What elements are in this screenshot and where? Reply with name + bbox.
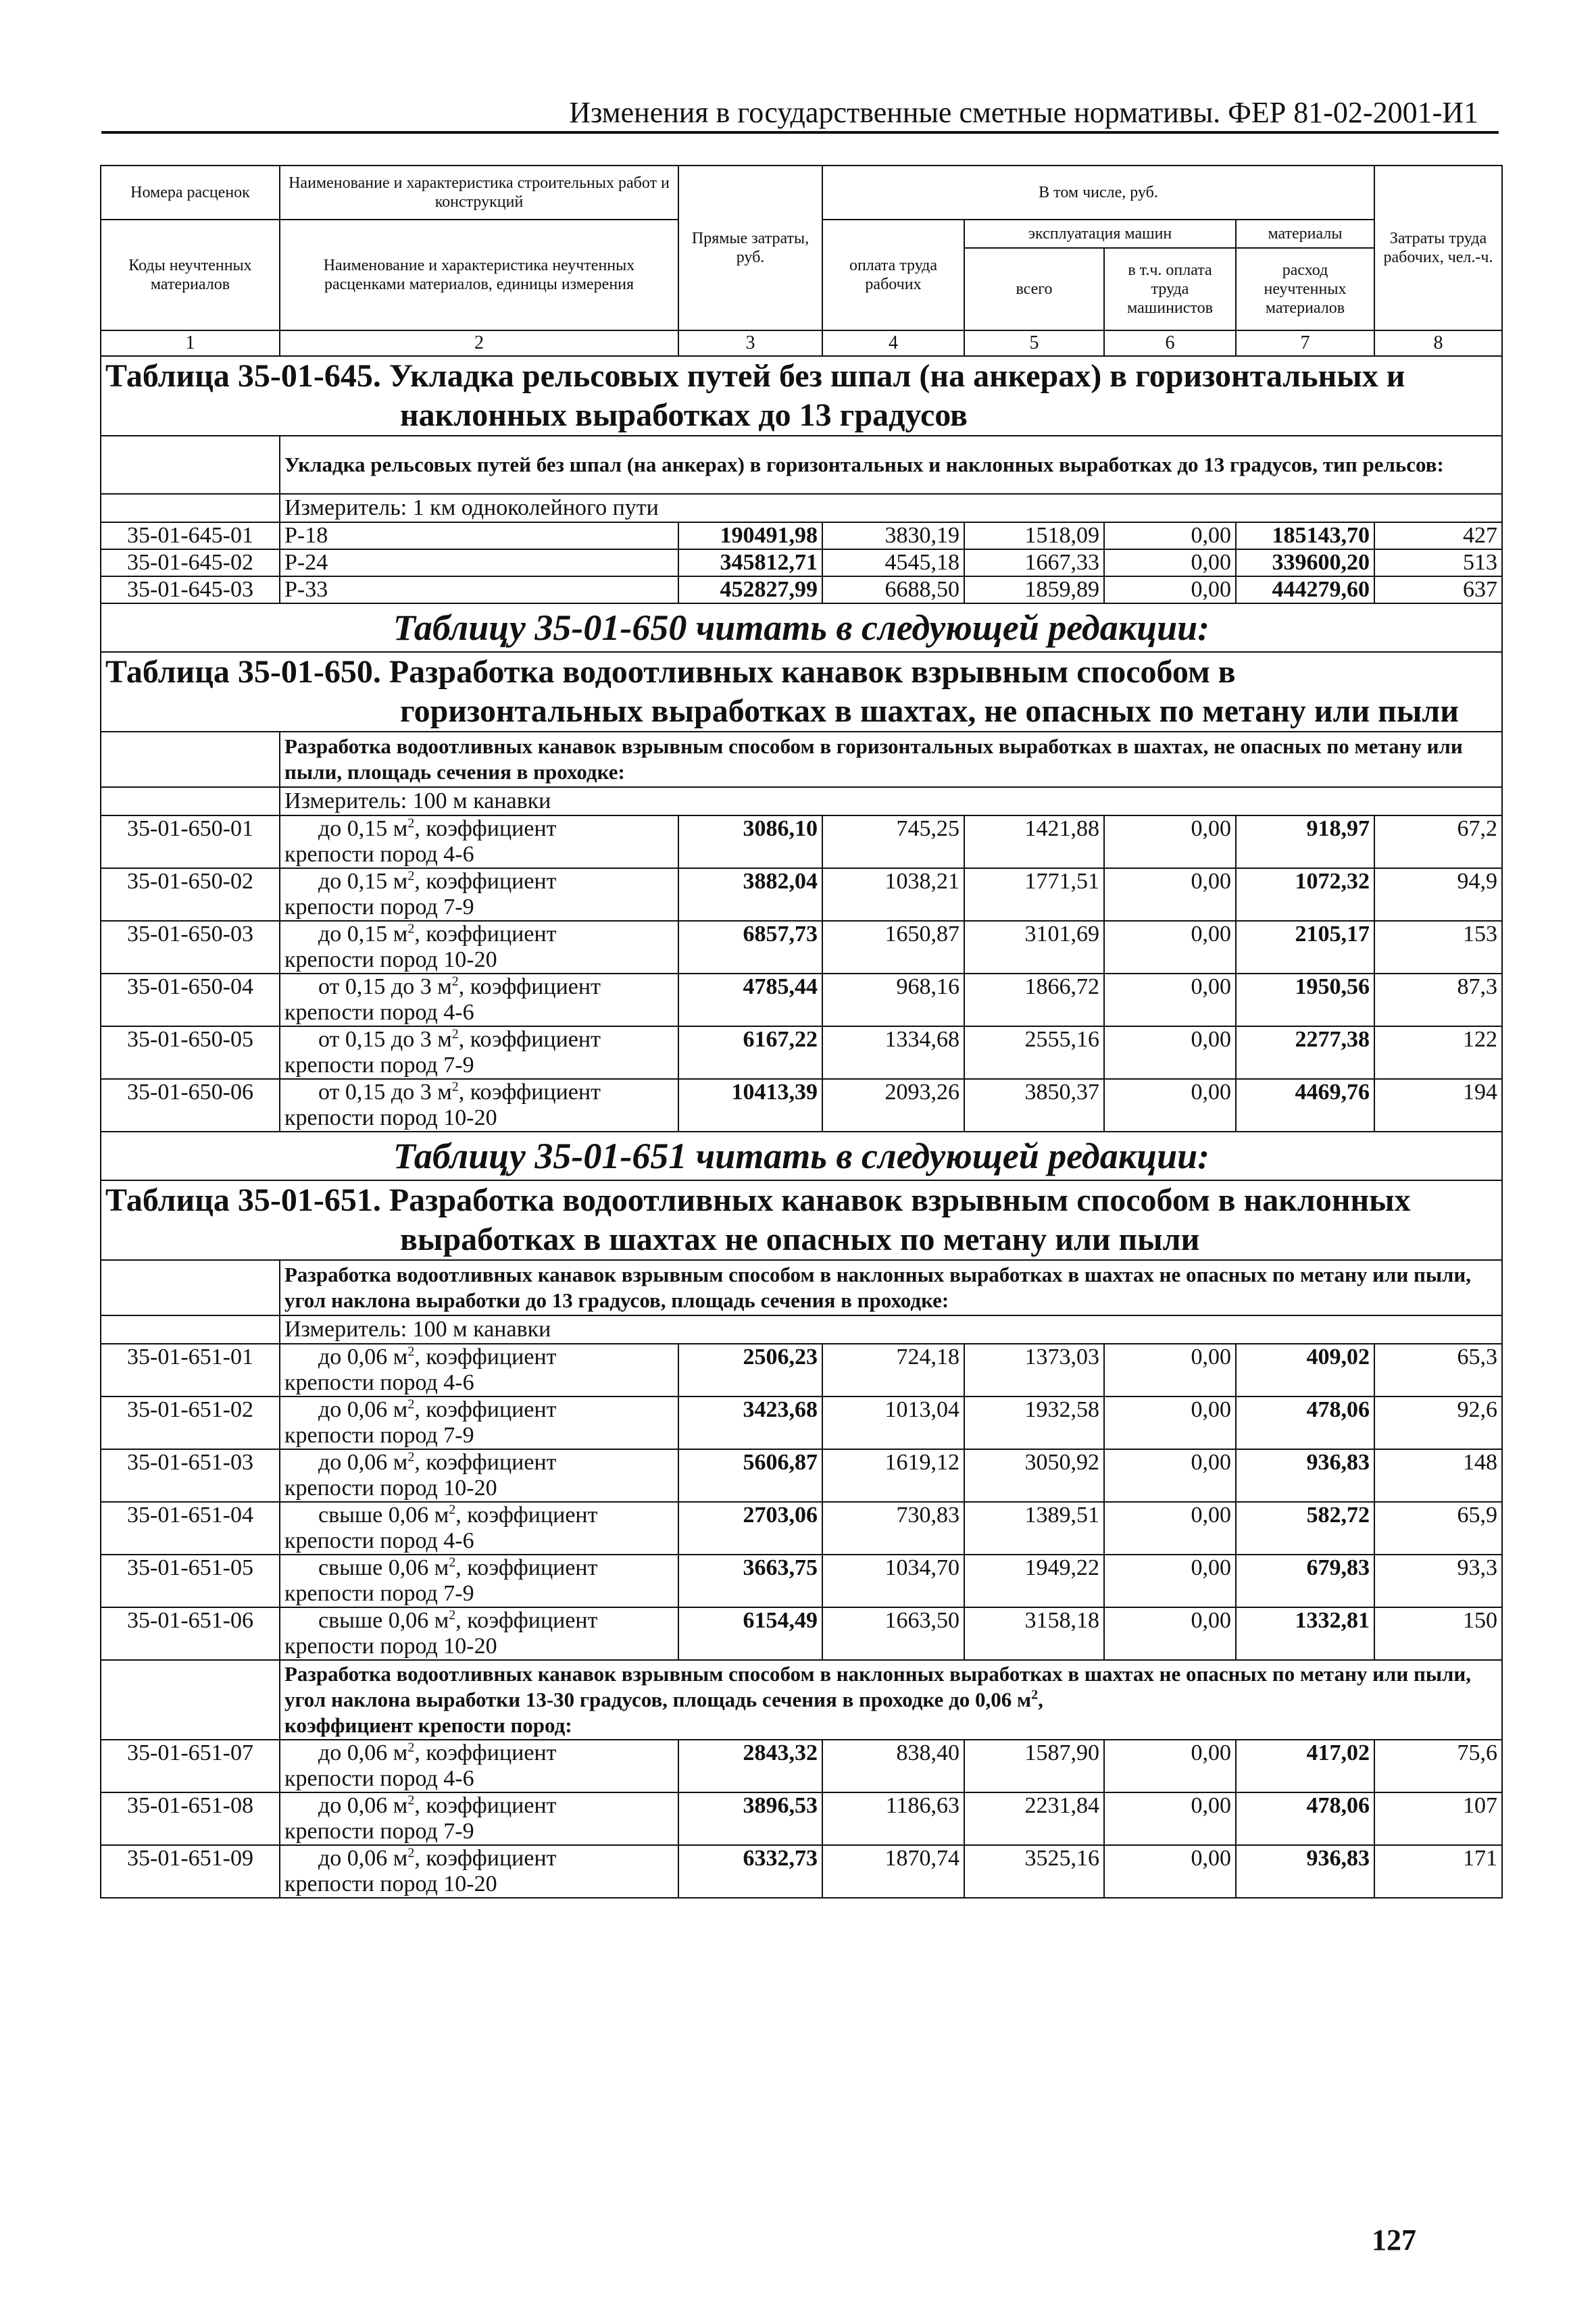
group-heading: Разработка водоотливных канавок взрывным способом в наклонных выработках в шахтах не опасных по метану или пыли, угол наклона выработки до 13 градусов, площадь сечения в проходке: — [280, 1260, 1502, 1315]
name-part: до 0,06 м — [318, 1450, 408, 1475]
col-material-name: Наименование и характеристика неучтенных расценками материалов, единицы измерения — [280, 220, 678, 330]
labor-hours: 107 — [1374, 1792, 1502, 1845]
rate-code: 35-01-645-01 — [101, 522, 280, 549]
labor-hours: 148 — [1374, 1449, 1502, 1502]
machines-total: 1932,58 — [964, 1397, 1104, 1449]
col-num: 8 — [1374, 330, 1502, 356]
column-number-row — [101, 330, 1502, 356]
materials-cost: 582,72 — [1236, 1502, 1374, 1555]
redaction-note-650: Таблицу 35-01-650 читать в следующей редакции: — [101, 603, 1502, 652]
col-unaccounted-materials: расход неучтенных материалов — [1236, 248, 1374, 330]
rate-code: 35-01-650-04 — [101, 974, 280, 1026]
rate-name — [280, 1397, 678, 1449]
name-part: крепости пород 10-20 — [284, 1476, 497, 1501]
measure-unit: Измеритель: 100 м канавки — [280, 1315, 1502, 1344]
superscript: 2 — [407, 1740, 415, 1755]
group-text: , — [1038, 1688, 1043, 1711]
rate-code: 35-01-650-03 — [101, 921, 280, 974]
rate-name — [280, 1026, 678, 1079]
direct-costs: 6857,73 — [678, 921, 822, 974]
name-part: , коэффициент — [458, 1027, 601, 1052]
rate-code: 35-01-650-05 — [101, 1026, 280, 1079]
col-num: 6 — [1104, 330, 1236, 356]
labor-hours: 150 — [1374, 1607, 1502, 1660]
machines-total: 3850,37 — [964, 1079, 1104, 1132]
materials-cost: 936,83 — [1236, 1449, 1374, 1502]
measure-row — [101, 1315, 1502, 1344]
table-row — [101, 1079, 1502, 1132]
direct-costs: 3896,53 — [678, 1792, 822, 1845]
labor-hours: 87,3 — [1374, 974, 1502, 1026]
machinist-pay: 0,00 — [1104, 1555, 1236, 1607]
table-row — [101, 1502, 1502, 1555]
table-row — [101, 974, 1502, 1026]
header-rule — [101, 131, 1499, 134]
col-machinist-pay: в т.ч. оплата труда машинистов — [1104, 248, 1236, 330]
rate-name: Р-24 — [280, 549, 678, 576]
worker-pay: 3830,19 — [822, 522, 964, 549]
machines-total: 2231,84 — [964, 1792, 1104, 1845]
empty-cell — [101, 1660, 280, 1740]
rates-table — [100, 165, 1503, 1898]
superscript: 2 — [451, 974, 459, 989]
empty-cell — [101, 732, 280, 787]
name-part: до 0,06 м — [318, 1740, 408, 1765]
name-part: крепости пород 7-9 — [284, 1053, 474, 1078]
group-heading: Укладка рельсовых путей без шпал (на анкерах) в горизонтальных и наклонных выработках до 13 градусов, тип рельсов: — [280, 436, 1502, 494]
empty-cell — [101, 436, 280, 494]
machines-total: 1667,33 — [964, 549, 1104, 576]
labor-hours: 122 — [1374, 1026, 1502, 1079]
name-part: , коэффициент — [414, 1450, 557, 1475]
name-part: крепости пород 7-9 — [284, 1423, 474, 1448]
machinist-pay: 0,00 — [1104, 1607, 1236, 1660]
name-part: , коэффициент — [455, 1555, 598, 1580]
rate-code: 35-01-651-04 — [101, 1502, 280, 1555]
name-part: , коэффициент — [458, 974, 601, 999]
col-work-name: Наименование и характеристика строительных работ и конструкций — [280, 166, 678, 220]
materials-cost: 679,83 — [1236, 1555, 1374, 1607]
labor-hours: 171 — [1374, 1845, 1502, 1898]
machinist-pay: 0,00 — [1104, 921, 1236, 974]
machines-total: 1373,03 — [964, 1344, 1104, 1397]
col-num: 2 — [280, 330, 678, 356]
name-part: , коэффициент — [414, 1344, 557, 1369]
page-number: 127 — [1372, 2223, 1416, 2257]
rate-code: 35-01-651-08 — [101, 1792, 280, 1845]
machines-total: 1587,90 — [964, 1740, 1104, 1792]
table-645-title — [101, 356, 1502, 436]
col-labor-hours: Затраты труда рабочих, чел.-ч. — [1374, 166, 1502, 330]
materials-cost: 409,02 — [1236, 1344, 1374, 1397]
group-heading: Разработка водоотливных канавок взрывным способом в горизонтальных выработках в шахтах, не опасных по метану или пыли, площадь сечения в проходке: — [280, 732, 1502, 787]
name-part: свыше 0,06 м — [318, 1608, 449, 1633]
machinist-pay: 0,00 — [1104, 522, 1236, 549]
superscript: 2 — [407, 1397, 415, 1412]
materials-cost: 936,83 — [1236, 1845, 1374, 1898]
table-row — [101, 549, 1502, 576]
table-title-line-1: Таблица 35-01-651. Разработка водоотливных канавок взрывным способом в наклонных — [105, 1182, 1411, 1218]
labor-hours: 92,6 — [1374, 1397, 1502, 1449]
direct-costs: 3663,75 — [678, 1555, 822, 1607]
materials-cost: 1950,56 — [1236, 974, 1374, 1026]
table-row — [101, 868, 1502, 921]
superscript: 2 — [407, 815, 415, 831]
materials-cost: 4469,76 — [1236, 1079, 1374, 1132]
table-650-title-row — [101, 652, 1502, 732]
worker-pay: 1034,70 — [822, 1555, 964, 1607]
table-title-line-1: Таблица 35-01-650. Разработка водоотливных канавок взрывным способом в — [105, 654, 1236, 690]
col-machines: эксплуатация машин — [964, 220, 1236, 248]
name-part: от 0,15 до 3 м — [318, 1027, 452, 1052]
name-part: крепости пород 10-20 — [284, 1634, 497, 1659]
worker-pay: 1013,04 — [822, 1397, 964, 1449]
group-row — [101, 1260, 1502, 1315]
header-row-1 — [101, 166, 1502, 220]
name-part: , коэффициент — [414, 922, 557, 947]
measure-row — [101, 494, 1502, 522]
machines-total: 3525,16 — [964, 1845, 1104, 1898]
superscript: 2 — [449, 1502, 456, 1517]
machinist-pay: 0,00 — [1104, 1344, 1236, 1397]
name-part: крепости пород 10-20 — [284, 1105, 497, 1130]
name-part: до 0,06 м — [318, 1397, 408, 1422]
table-title-line-1: Таблица 35-01-645. Укладка рельсовых путей без шпал (на анкерах) в горизонтальных и — [105, 358, 1405, 394]
materials-cost: 185143,70 — [1236, 522, 1374, 549]
superscript: 2 — [451, 1026, 459, 1042]
table-645-title-row — [101, 356, 1502, 436]
name-part: крепости пород 4-6 — [284, 1000, 474, 1025]
superscript: 2 — [449, 1555, 456, 1570]
machinist-pay: 0,00 — [1104, 549, 1236, 576]
labor-hours: 65,9 — [1374, 1502, 1502, 1555]
name-part: крепости пород 10-20 — [284, 1871, 497, 1896]
col-num: 4 — [822, 330, 964, 356]
machines-total: 1389,51 — [964, 1502, 1104, 1555]
name-part: , коэффициент — [414, 816, 557, 841]
machines-total: 1518,09 — [964, 522, 1104, 549]
group-text: коэффициент крепости пород: — [284, 1713, 572, 1737]
table-row — [101, 1026, 1502, 1079]
rate-code: 35-01-650-01 — [101, 815, 280, 868]
rate-name: Р-18 — [280, 522, 678, 549]
rate-name — [280, 1845, 678, 1898]
direct-costs: 5606,87 — [678, 1449, 822, 1502]
redaction-note-651: Таблицу 35-01-651 читать в следующей редакции: — [101, 1132, 1502, 1180]
worker-pay: 1038,21 — [822, 868, 964, 921]
table-651-title — [101, 1180, 1502, 1260]
name-part: крепости пород 4-6 — [284, 1370, 474, 1395]
materials-cost: 2105,17 — [1236, 921, 1374, 974]
direct-costs: 345812,71 — [678, 549, 822, 576]
superscript: 2 — [407, 1344, 415, 1359]
direct-costs: 2703,06 — [678, 1502, 822, 1555]
labor-hours: 93,3 — [1374, 1555, 1502, 1607]
rate-code: 35-01-645-02 — [101, 549, 280, 576]
name-part: от 0,15 до 3 м — [318, 1080, 452, 1105]
superscript: 2 — [451, 1079, 459, 1095]
name-part: до 0,15 м — [318, 816, 408, 841]
rate-name — [280, 1449, 678, 1502]
machinist-pay: 0,00 — [1104, 1397, 1236, 1449]
measure-unit: Измеритель: 1 км одноколейного пути — [280, 494, 1502, 522]
direct-costs: 6332,73 — [678, 1845, 822, 1898]
name-part: , коэффициент — [414, 869, 557, 894]
machines-total: 1421,88 — [964, 815, 1104, 868]
labor-hours: 75,6 — [1374, 1740, 1502, 1792]
direct-costs: 2843,32 — [678, 1740, 822, 1792]
machinist-pay: 0,00 — [1104, 1845, 1236, 1898]
table-row — [101, 1607, 1502, 1660]
table-650-title — [101, 652, 1502, 732]
materials-cost: 478,06 — [1236, 1792, 1374, 1845]
machinist-pay: 0,00 — [1104, 1026, 1236, 1079]
col-num: 7 — [1236, 330, 1374, 356]
direct-costs: 10413,39 — [678, 1079, 822, 1132]
worker-pay: 838,40 — [822, 1740, 964, 1792]
name-part: крепости пород 4-6 — [284, 842, 474, 867]
worker-pay: 968,16 — [822, 974, 964, 1026]
rate-name — [280, 1740, 678, 1792]
empty-cell — [101, 787, 280, 815]
name-part: до 0,15 м — [318, 922, 408, 947]
direct-costs: 452827,99 — [678, 576, 822, 603]
name-part: свыше 0,06 м — [318, 1503, 449, 1528]
direct-costs: 6167,22 — [678, 1026, 822, 1079]
machinist-pay: 0,00 — [1104, 1079, 1236, 1132]
name-part: от 0,15 до 3 м — [318, 974, 452, 999]
rate-code: 35-01-651-09 — [101, 1845, 280, 1898]
group-heading-2 — [280, 1660, 1502, 1740]
table-title-line-2: выработках в шахтах не опасных по метану или пыли — [400, 1222, 1200, 1257]
group-row — [101, 1660, 1502, 1740]
rate-code: 35-01-650-02 — [101, 868, 280, 921]
worker-pay: 724,18 — [822, 1344, 964, 1397]
col-materials: материалы — [1236, 220, 1374, 248]
worker-pay: 1663,50 — [822, 1607, 964, 1660]
name-part: , коэффициент — [414, 1793, 557, 1818]
worker-pay: 730,83 — [822, 1502, 964, 1555]
labor-hours: 194 — [1374, 1079, 1502, 1132]
table-title-line-2: горизонтальных выработках в шахтах, не опасных по метану или пыли — [400, 693, 1459, 729]
labor-hours: 637 — [1374, 576, 1502, 603]
direct-costs: 3086,10 — [678, 815, 822, 868]
name-part: крепости пород 7-9 — [284, 1581, 474, 1606]
rate-name — [280, 1555, 678, 1607]
rate-name — [280, 1607, 678, 1660]
table-row — [101, 1845, 1502, 1898]
materials-cost: 478,06 — [1236, 1397, 1374, 1449]
superscript: 2 — [407, 1792, 415, 1808]
labor-hours: 67,2 — [1374, 815, 1502, 868]
machines-total: 3050,92 — [964, 1449, 1104, 1502]
direct-costs: 3882,04 — [678, 868, 822, 921]
worker-pay: 6688,50 — [822, 576, 964, 603]
worker-pay: 4545,18 — [822, 549, 964, 576]
machinist-pay: 0,00 — [1104, 576, 1236, 603]
superscript: 2 — [407, 1449, 415, 1465]
superscript: 2 — [1031, 1687, 1039, 1703]
machines-total: 1771,51 — [964, 868, 1104, 921]
col-num: 5 — [964, 330, 1104, 356]
rate-name — [280, 1792, 678, 1845]
machinist-pay: 0,00 — [1104, 1449, 1236, 1502]
labor-hours: 427 — [1374, 522, 1502, 549]
table-row — [101, 1344, 1502, 1397]
name-part: крепости пород 7-9 — [284, 895, 474, 920]
rate-name — [280, 974, 678, 1026]
col-worker-pay: оплата труда рабочих — [822, 220, 964, 330]
machinist-pay: 0,00 — [1104, 1740, 1236, 1792]
direct-costs: 3423,68 — [678, 1397, 822, 1449]
table-row — [101, 522, 1502, 549]
worker-pay: 2093,26 — [822, 1079, 964, 1132]
name-part: до 0,06 м — [318, 1846, 408, 1871]
machines-total: 2555,16 — [964, 1026, 1104, 1079]
redaction-row — [101, 603, 1502, 652]
rate-name: Р-33 — [280, 576, 678, 603]
rate-name — [280, 1502, 678, 1555]
table-651-title-row — [101, 1180, 1502, 1260]
rate-name — [280, 868, 678, 921]
worker-pay: 1870,74 — [822, 1845, 964, 1898]
rate-code: 35-01-645-03 — [101, 576, 280, 603]
table-row — [101, 921, 1502, 974]
superscript: 2 — [407, 1845, 415, 1861]
redaction-row — [101, 1132, 1502, 1180]
table-row — [101, 1449, 1502, 1502]
name-part: , коэффициент — [458, 1080, 601, 1105]
rate-code: 35-01-651-05 — [101, 1555, 280, 1607]
worker-pay: 1186,63 — [822, 1792, 964, 1845]
name-part: до 0,15 м — [318, 869, 408, 894]
materials-cost: 918,97 — [1236, 815, 1374, 868]
labor-hours: 65,3 — [1374, 1344, 1502, 1397]
table-row — [101, 576, 1502, 603]
machinist-pay: 0,00 — [1104, 974, 1236, 1026]
rate-name — [280, 921, 678, 974]
rate-code: 35-01-650-06 — [101, 1079, 280, 1132]
name-part: крепости пород 4-6 — [284, 1528, 474, 1553]
col-num: 1 — [101, 330, 280, 356]
direct-costs: 6154,49 — [678, 1607, 822, 1660]
name-part: крепости пород 4-6 — [284, 1766, 474, 1791]
materials-cost: 2277,38 — [1236, 1026, 1374, 1079]
machinist-pay: 0,00 — [1104, 1502, 1236, 1555]
machinist-pay: 0,00 — [1104, 815, 1236, 868]
direct-costs: 2506,23 — [678, 1344, 822, 1397]
materials-cost: 339600,20 — [1236, 549, 1374, 576]
running-header: Изменения в государственные сметные нормативы. ФЕР 81-02-2001-И1 — [569, 96, 1478, 129]
rate-name — [280, 815, 678, 868]
name-part: до 0,06 м — [318, 1344, 408, 1369]
materials-cost: 1332,81 — [1236, 1607, 1374, 1660]
name-part: до 0,06 м — [318, 1793, 408, 1818]
rate-name — [280, 1344, 678, 1397]
group-row — [101, 436, 1502, 494]
name-part: , коэффициент — [414, 1397, 557, 1422]
direct-costs: 4785,44 — [678, 974, 822, 1026]
col-material-codes: Коды неучтенных материалов — [101, 220, 280, 330]
materials-cost: 1072,32 — [1236, 868, 1374, 921]
group-row — [101, 732, 1502, 787]
name-part: крепости пород 10-20 — [284, 947, 497, 972]
superscript: 2 — [407, 868, 415, 884]
labor-hours: 153 — [1374, 921, 1502, 974]
worker-pay: 1619,12 — [822, 1449, 964, 1502]
name-part: свыше 0,06 м — [318, 1555, 449, 1580]
name-part: крепости пород 7-9 — [284, 1819, 474, 1844]
machines-total: 3101,69 — [964, 921, 1104, 974]
rate-code: 35-01-651-06 — [101, 1607, 280, 1660]
name-part: , коэффициент — [455, 1608, 598, 1633]
col-direct-costs: Прямые затраты, руб. — [678, 166, 822, 330]
table-row — [101, 815, 1502, 868]
empty-cell — [101, 494, 280, 522]
worker-pay: 745,25 — [822, 815, 964, 868]
measure-unit: Измеритель: 100 м канавки — [280, 787, 1502, 815]
machines-total: 3158,18 — [964, 1607, 1104, 1660]
empty-cell — [101, 1260, 280, 1315]
machines-total: 1859,89 — [964, 576, 1104, 603]
name-part: , коэффициент — [414, 1846, 557, 1871]
machines-total: 1866,72 — [964, 974, 1104, 1026]
machinist-pay: 0,00 — [1104, 868, 1236, 921]
rate-code: 35-01-651-01 — [101, 1344, 280, 1397]
machinist-pay: 0,00 — [1104, 1792, 1236, 1845]
table-row — [101, 1740, 1502, 1792]
col-including: В том числе, руб. — [822, 166, 1374, 220]
col-machines-total: всего — [964, 248, 1104, 330]
worker-pay: 1650,87 — [822, 921, 964, 974]
group-text: Разработка водоотливных канавок взрывным способом в наклонных выработках в шахтах не опасных по метану или пыли, угол наклона выработки 13-30 градусов, площадь сечения в проходке до 0,06 м — [284, 1662, 1472, 1711]
empty-cell — [101, 1315, 280, 1344]
machines-total: 1949,22 — [964, 1555, 1104, 1607]
table-title-line-2: наклонных выработках до 13 градусов — [400, 397, 968, 433]
worker-pay: 1334,68 — [822, 1026, 964, 1079]
measure-row — [101, 787, 1502, 815]
rate-code: 35-01-651-03 — [101, 1449, 280, 1502]
table-row — [101, 1555, 1502, 1607]
name-part: , коэффициент — [414, 1740, 557, 1765]
col-rate-numbers: Номера расценок — [101, 166, 280, 220]
materials-cost: 417,02 — [1236, 1740, 1374, 1792]
rate-code: 35-01-651-07 — [101, 1740, 280, 1792]
name-part: , коэффициент — [455, 1503, 598, 1528]
direct-costs: 190491,98 — [678, 522, 822, 549]
table-row — [101, 1397, 1502, 1449]
table-row — [101, 1792, 1502, 1845]
superscript: 2 — [449, 1607, 456, 1623]
labor-hours: 513 — [1374, 549, 1502, 576]
labor-hours: 94,9 — [1374, 868, 1502, 921]
col-num: 3 — [678, 330, 822, 356]
materials-cost: 444279,60 — [1236, 576, 1374, 603]
superscript: 2 — [407, 921, 415, 936]
rate-name — [280, 1079, 678, 1132]
rate-code: 35-01-651-02 — [101, 1397, 280, 1449]
